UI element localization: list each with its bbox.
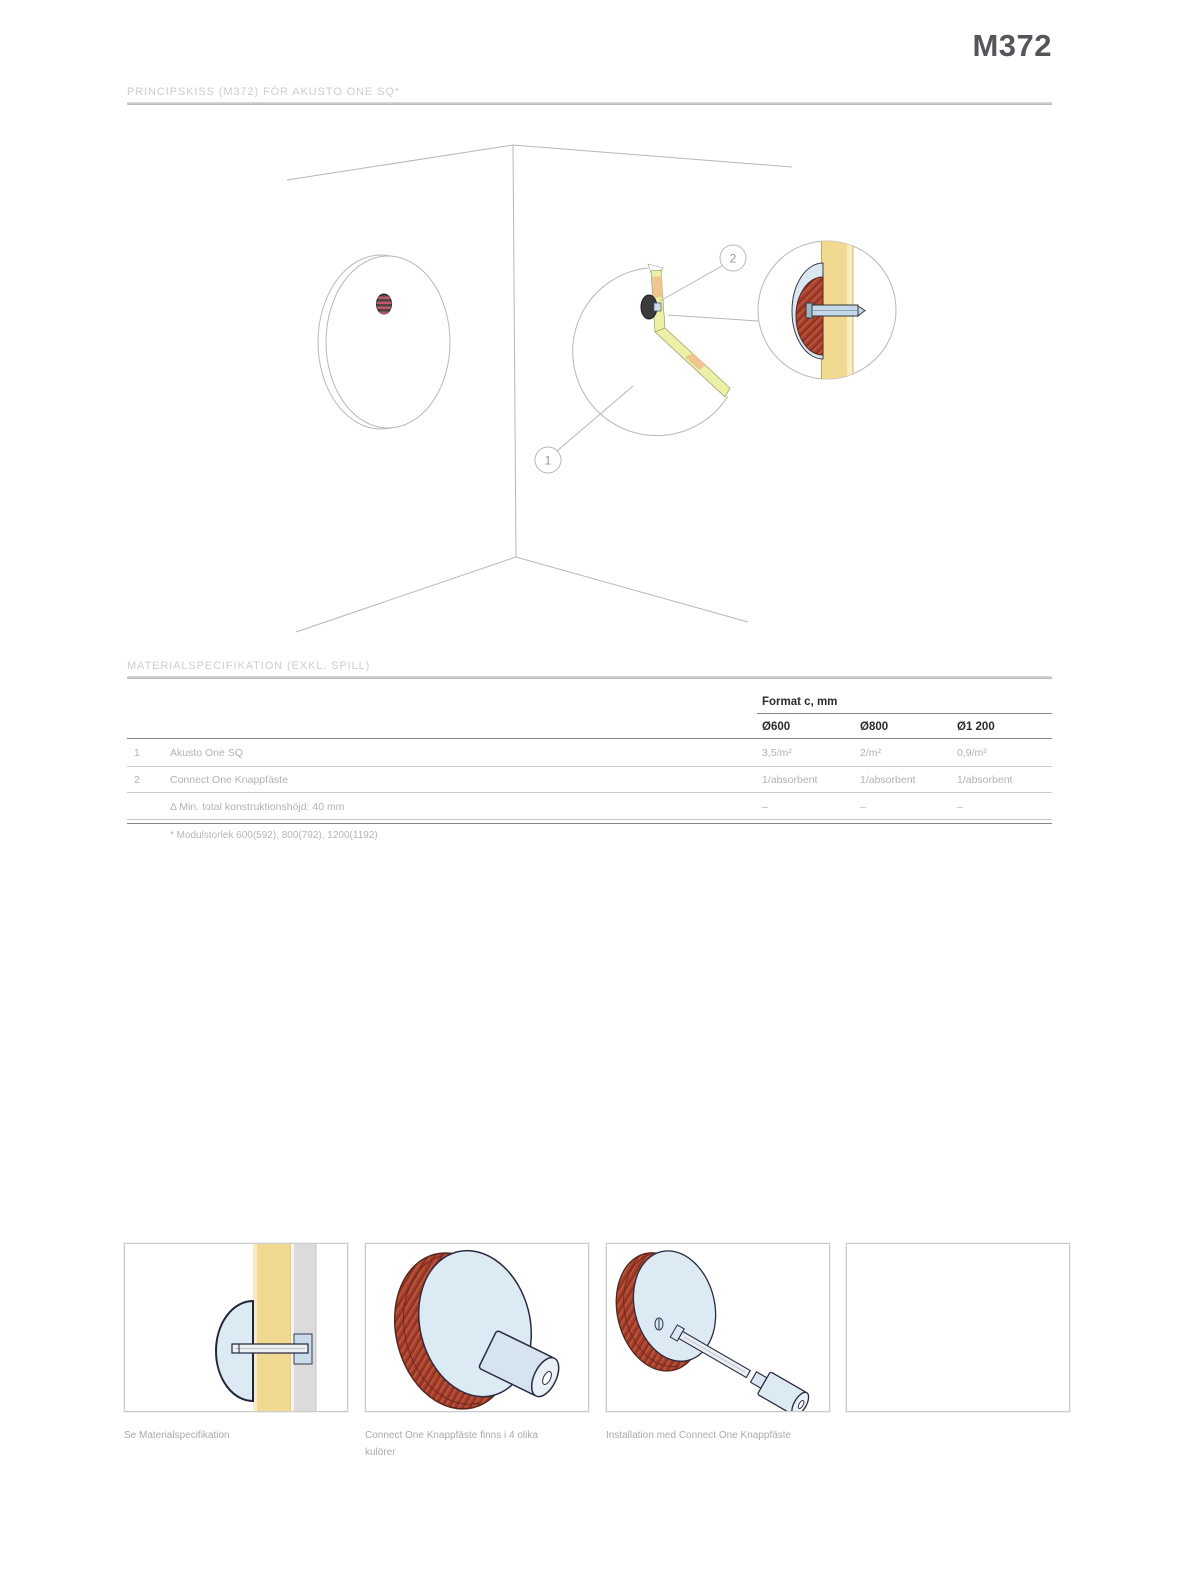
table-rule (127, 738, 1052, 739)
callout-2-badge (720, 245, 746, 271)
table-footnote: * Modulstorlek 600(592), 800(792), 1200(1192) (170, 830, 378, 841)
row-value: 1/absorbent (957, 774, 1013, 786)
figure-1-cross-section (124, 1243, 348, 1412)
panel-round-left (318, 255, 450, 429)
absorbent-disc (607, 1244, 728, 1380)
callout-1-badge (535, 447, 561, 473)
callout-1-number: 1 (544, 453, 552, 468)
figure-2-drawing (366, 1244, 588, 1411)
row-value: – (957, 801, 963, 813)
table-rule (757, 713, 1052, 714)
column-header-800: Ø800 (860, 721, 889, 733)
figure-3-drawing (607, 1244, 829, 1411)
panel-round-right-cutaway (573, 264, 730, 436)
section-heading-materialspec (127, 660, 1052, 679)
row-value: – (860, 801, 866, 813)
figure-1-caption: Se Materialspecifikation (124, 1430, 230, 1441)
figure-3-installation (606, 1243, 830, 1412)
detail-view-circle (758, 240, 896, 381)
row-number: 1 (134, 747, 140, 759)
heading-rule (127, 676, 1052, 679)
row-value: – (762, 801, 768, 813)
row-label: Connect One Knappfäste (170, 774, 288, 786)
figure-1-drawing (125, 1244, 347, 1411)
figure-3-caption: Installation med Connect One Knappfäste (606, 1430, 792, 1441)
figure-2-caption: Connect One Knappfäste finns i 4 olika kulörer (365, 1430, 538, 1458)
row-value: 1/absorbent (860, 774, 916, 786)
table-rule (127, 792, 1052, 793)
row-value: 3,5/m² (762, 747, 792, 759)
section-heading-label: MATERIALSPECIFIKATION (EXKL. SPILL) (127, 660, 371, 672)
knob-fastener-icon (376, 294, 392, 314)
section-heading-label: PRINCIPSKISS (M372) FÖR AKUSTO ONE SQ* (127, 86, 400, 98)
row-number: 2 (134, 774, 140, 786)
row-label: Δ Min. total konstruktionshöjd: 40 mm (170, 801, 345, 813)
page-title: M372 (972, 28, 1052, 63)
callout-2-number: 2 (729, 251, 737, 266)
principskiss-diagram (0, 125, 1190, 645)
column-header-1200: Ø1 200 (957, 721, 995, 733)
table-rule (127, 766, 1052, 767)
column-header-600: Ø600 (762, 721, 791, 733)
row-value: 2/m² (860, 747, 881, 759)
heading-rule (127, 102, 1052, 105)
row-label: Akusto One SQ (170, 747, 243, 759)
table-rule (127, 823, 1052, 824)
section-heading-principskiss (127, 86, 1052, 105)
figure-4-empty (846, 1243, 1070, 1412)
table-rule (127, 819, 1052, 820)
figure-2-knob-fixing (365, 1243, 589, 1412)
row-value: 1/absorbent (762, 774, 818, 786)
row-value: 0,9/m² (957, 747, 987, 759)
format-column-header: Format c, mm (762, 696, 838, 708)
